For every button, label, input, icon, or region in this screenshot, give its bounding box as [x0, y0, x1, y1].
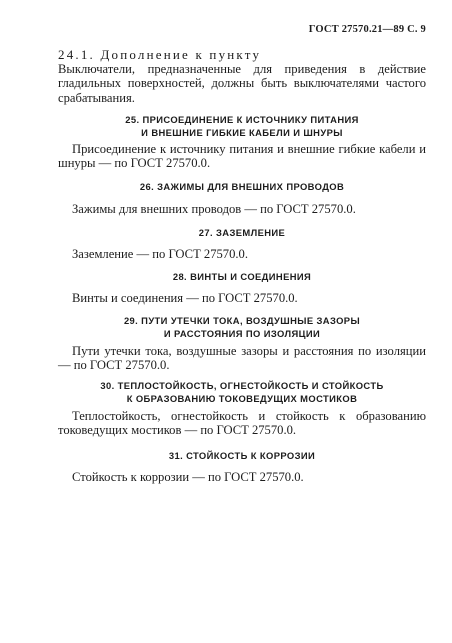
section-26-heading	[58, 180, 426, 193]
section-27-body	[58, 247, 426, 261]
clause-heading-text: 24.1. Дополнение к пункту	[58, 47, 262, 62]
section-text: Зажимы для внешних проводов — по ГОСТ 27570.0.	[72, 202, 356, 216]
section-text: Пути утечки тока, воздушные зазоры и расстояния по изоляции — по ГОСТ 27570.0.	[58, 344, 426, 373]
heading-line: И ВНЕШНИЕ ГИБКИЕ КАБЕЛИ И ШНУРЫ	[141, 127, 343, 138]
heading-line: К ОБРАЗОВАНИЮ ТОКОВЕДУЩИХ МОСТИКОВ	[126, 393, 358, 404]
section-26-body	[58, 202, 426, 216]
heading-line: 29. ПУТИ УТЕЧКИ ТОКА, ВОЗДУШНЫЕ ЗАЗОРЫ	[123, 315, 361, 326]
section-text: Присоединение к источнику питания и внешние гибкие кабели и шнуры — по ГОСТ 27570.0.	[58, 142, 426, 171]
heading-line: 27. ЗАЗЕМЛЕНИЕ	[198, 227, 286, 238]
section-29-body	[58, 344, 426, 372]
section-29-heading	[58, 314, 426, 340]
clause-heading	[58, 48, 426, 62]
section-text: Стойкость к коррозии — по ГОСТ 27570.0.	[72, 470, 304, 484]
section-text: Заземление — по ГОСТ 27570.0.	[72, 247, 248, 261]
section-28-heading	[58, 270, 426, 283]
section-31-body	[58, 470, 426, 484]
clause-24-1	[58, 48, 426, 105]
heading-line: 28. ВИНТЫ И СОЕДИНЕНИЯ	[172, 271, 312, 282]
heading-line: 30. ТЕПЛОСТОЙКОСТЬ, ОГНЕСТОЙКОСТЬ И СТОЙКОСТЬ	[100, 380, 384, 391]
section-25-heading	[58, 113, 426, 139]
section-text: Винты и соединения — по ГОСТ 27570.0.	[72, 291, 298, 305]
section-30-heading	[58, 379, 426, 405]
section-28-body	[58, 291, 426, 305]
section-text: Теплостойкость, огнестойкость и стойкость к образованию токоведущих мостиков — по ГОСТ 27570.0.	[58, 409, 426, 438]
heading-line: 31. СТОЙКОСТЬ К КОРРОЗИИ	[168, 450, 316, 461]
page-header: ГОСТ 27570.21—89 С. 9	[308, 24, 426, 35]
section-31-heading	[58, 449, 426, 462]
heading-line: 26. ЗАЖИМЫ ДЛЯ ВНЕШНИХ ПРОВОДОВ	[139, 181, 345, 192]
heading-line: И РАССТОЯНИЯ ПО ИЗОЛЯЦИИ	[163, 328, 321, 339]
clause-text: Выключатели, предназначенные для приведения в действие гладильных поверхностей, должны быть выключателями частого срабатывания.	[58, 62, 426, 105]
section-25-body	[58, 142, 426, 170]
section-27-heading	[58, 226, 426, 239]
section-30-body	[58, 409, 426, 437]
heading-line: 25. ПРИСОЕДИНЕНИЕ К ИСТОЧНИКУ ПИТАНИЯ	[125, 114, 359, 125]
